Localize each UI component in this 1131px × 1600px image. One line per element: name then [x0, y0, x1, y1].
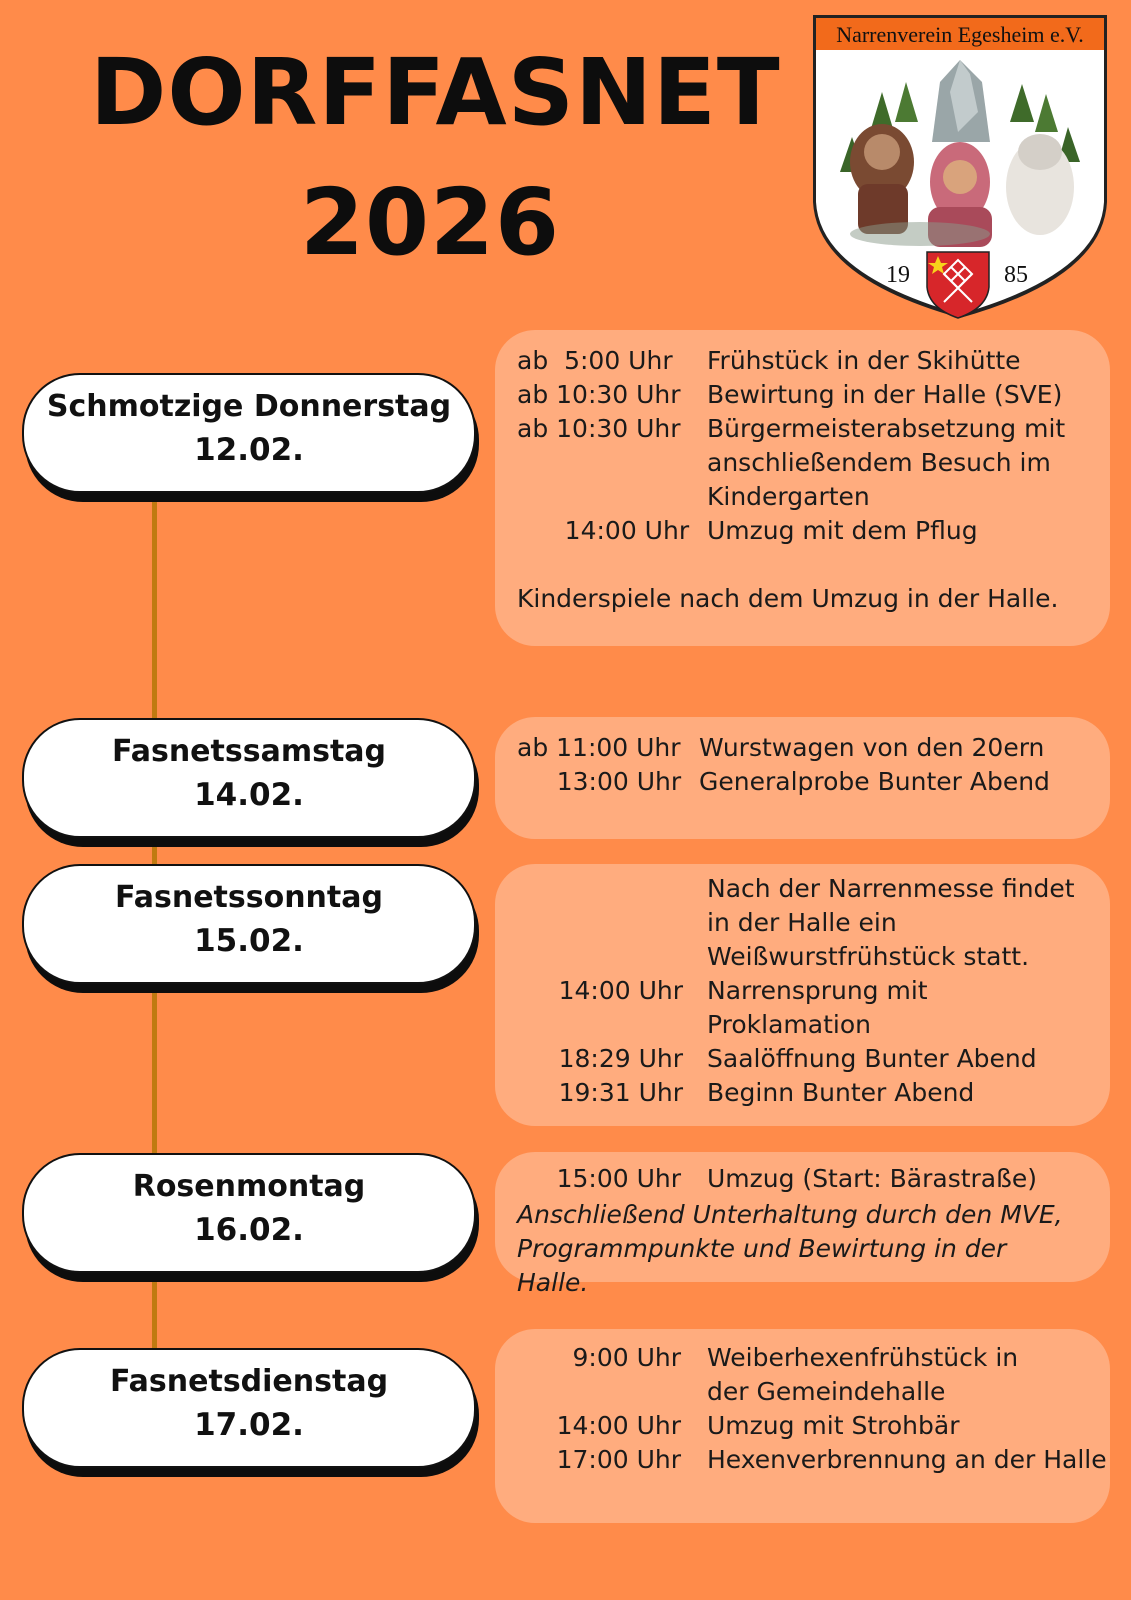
- club-crest-logo: [810, 12, 1110, 320]
- event-desc: Umzug mit dem Pflug: [707, 516, 978, 545]
- day-date: 17.02.: [194, 1407, 304, 1443]
- event-row: [517, 1076, 1110, 1110]
- day-date: 15.02.: [194, 923, 304, 959]
- event-row: [517, 378, 1110, 412]
- event-time: 18:29 Uhr: [558, 1044, 683, 1073]
- schedule-panel-tuesday: [495, 1329, 1110, 1523]
- schedule-panel-monday: [495, 1152, 1110, 1297]
- event-time: 13:00 Uhr: [517, 767, 682, 796]
- schedule-panel-sunday: [495, 864, 1110, 1126]
- poster-title: [90, 28, 781, 288]
- event-desc: Nach der Narrenmesse findet in der Halle ein Weißwurstfrühstück statt.: [707, 874, 1075, 971]
- schedule-panel-saturday: [495, 717, 1110, 839]
- event-row: [517, 1443, 1110, 1477]
- event-row: [517, 1042, 1110, 1076]
- event-row: [517, 974, 1110, 1042]
- crest-year-right: 85: [1004, 262, 1028, 288]
- event-row: [517, 412, 1110, 514]
- event-time: ab 10:30 Uhr: [517, 380, 681, 409]
- day-name: Rosenmontag: [132, 1169, 366, 1204]
- event-desc: Bewirtung in der Halle (SVE): [707, 380, 1063, 409]
- event-desc: Hexenverbrennung an der Halle: [707, 1445, 1107, 1474]
- day-pill-saturday: [22, 718, 476, 838]
- event-row: [517, 344, 1110, 378]
- day-name: Fasnetssonntag: [115, 880, 383, 915]
- event-time: ab 10:30 Uhr: [517, 414, 681, 443]
- event-time: ab 5:00 Uhr: [517, 346, 673, 375]
- event-desc: Saalöffnung Bunter Abend: [707, 1044, 1037, 1073]
- day-name: Fasnetsdienstag: [109, 1364, 389, 1399]
- day-pill-tuesday: [22, 1348, 476, 1468]
- event-row: [517, 731, 1110, 765]
- event-time: 14:00 Uhr: [556, 1411, 681, 1440]
- event-time: ab 11:00 Uhr: [517, 733, 681, 762]
- event-time: 9:00 Uhr: [572, 1343, 681, 1372]
- event-row: [517, 872, 1110, 974]
- event-desc: Umzug (Start: Bärastraße): [707, 1164, 1038, 1193]
- event-desc: Weiberhexenfrühstück in der Gemeindehalle: [707, 1343, 1019, 1406]
- title-line-2: 2026: [299, 169, 561, 276]
- event-desc: Frühstück in der Skihütte: [707, 346, 1021, 375]
- day-pill-monday: [22, 1153, 476, 1273]
- event-row: [517, 514, 1110, 548]
- event-note: Anschließend Unterhaltung durch den MVE, Programmpunkte und Bewirtung in der Halle.: [517, 1200, 1063, 1297]
- day-name: Schmotzige Donnerstag: [46, 389, 452, 424]
- day-name: Fasnetssamstag: [111, 734, 386, 769]
- event-time: [517, 872, 707, 974]
- day-date: 14.02.: [194, 777, 304, 813]
- event-row: [517, 1341, 1110, 1409]
- day-date: 12.02.: [194, 432, 304, 468]
- event-desc: Generalprobe Bunter Abend: [699, 767, 1050, 796]
- event-time: 15:00 Uhr: [556, 1164, 681, 1193]
- schedule-panel-thursday: [495, 330, 1110, 646]
- day-date: 16.02.: [194, 1212, 304, 1248]
- event-row: [517, 1162, 1110, 1196]
- event-row: [517, 765, 1110, 799]
- event-time: 17:00 Uhr: [556, 1445, 681, 1474]
- crest-org-name: Narrenverein Egesheim e.V.: [836, 22, 1084, 47]
- event-row: [517, 1409, 1110, 1443]
- event-desc: Beginn Bunter Abend: [707, 1078, 975, 1107]
- event-desc: Narrensprung mit Proklamation: [707, 976, 928, 1039]
- day-pill-thursday: [22, 373, 476, 493]
- event-time: 19:31 Uhr: [558, 1078, 683, 1107]
- event-desc: Wurstwagen von den 20ern: [699, 733, 1045, 762]
- event-desc: Umzug mit Strohbär: [707, 1411, 960, 1440]
- event-note: Kinderspiele nach dem Umzug in der Halle.: [517, 584, 1059, 613]
- event-time: 14:00 Uhr: [558, 976, 683, 1005]
- day-pill-sunday: [22, 864, 476, 984]
- event-desc: Bürgermeisterabsetzung mit anschließendem Besuch im Kindergarten: [707, 414, 1066, 511]
- crest-year-left: 19: [886, 262, 910, 288]
- title-line-1: DORFFASNET: [90, 39, 781, 146]
- event-time: 14:00 Uhr: [517, 516, 690, 545]
